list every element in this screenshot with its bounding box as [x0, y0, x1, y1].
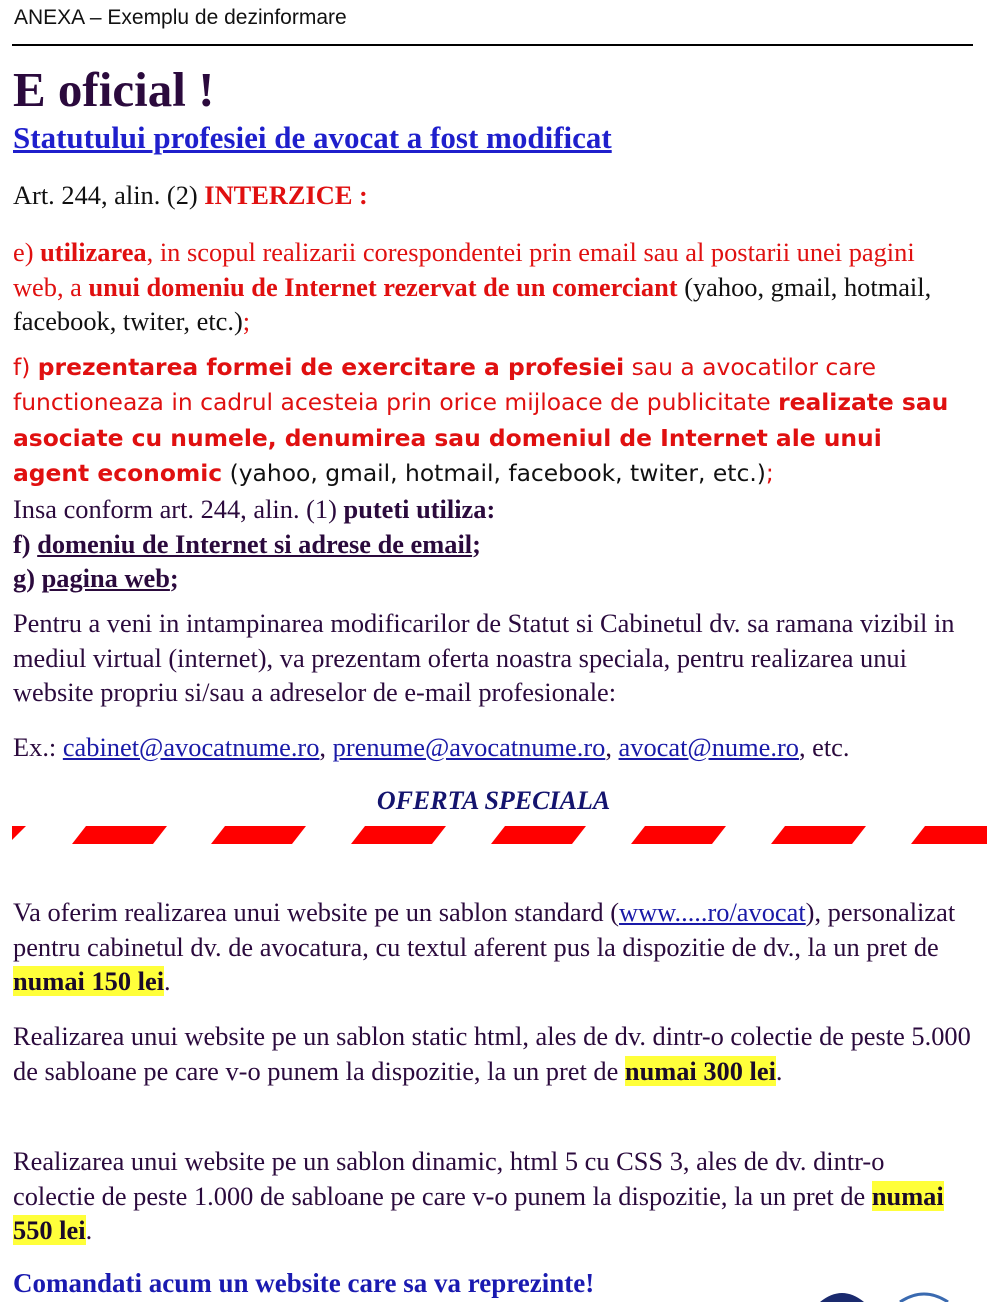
allowed-item-f: f) domeniu de Internet si adrese de email;	[13, 529, 481, 559]
article-prefix: Art. 244, alin. (2)	[13, 180, 205, 210]
tape-stripe	[211, 826, 306, 844]
item-e: e) utilizarea, in scopul realizarii corespondentei prin email sau al postarii unei pagini web, a unui domeniu de Internet rezervat de un comerciant (yahoo, gmail, hotmail, facebook, twiter, etc.);	[13, 237, 932, 337]
email-link-prenume[interactable]: prenume@avocatnume.ro	[332, 732, 606, 762]
article-line	[13, 178, 973, 213]
template-link[interactable]: www.....ro/avocat	[619, 897, 806, 927]
allowed-intro: Insa conform art. 244, alin. (1) puteti utiliza:	[13, 494, 496, 524]
tape-stripe	[12, 826, 26, 840]
logo-arc-light	[900, 1294, 948, 1302]
intro-paragraph: Pentru a veni in intampinarea modificarilor de Statut si Cabinetul dv. sa ramana vizibil in mediul virtual (internet), va prezentam oferta noastra speciala, pentru realizarea unui website propriu si/sau a adreselor de e-mail profesionale:	[13, 608, 955, 708]
item-f-bold-2: realizate sau asociate cu numele, denumirea sau domeniul de Internet ale unui agent economic	[13, 388, 949, 488]
item-e-bold-2: unui domeniu de Internet rezervat de un comerciant	[88, 271, 678, 302]
tape-stripe	[631, 826, 726, 844]
allowed-item-g: g) pagina web;	[13, 563, 179, 593]
page-title: E oficial !	[13, 62, 215, 117]
offer-3: Realizarea unui website pe un sablon dinamic, html 5 cu CSS 3, ales de dv. dintr-o colectie de peste 1.000 de sabloane pe care v-o punem la dispozitie, la un pret de numai 550 lei.	[13, 1146, 944, 1246]
tape-stripe	[351, 826, 446, 844]
examples-line: Ex.: cabinet@avocatnume.ro, prenume@avocatnume.ro, avocat@nume.ro, etc.	[13, 732, 850, 762]
item-e-bold-1: utilizarea	[40, 237, 147, 267]
tape-stripe	[771, 826, 866, 844]
offer-1: Va oferim realizarea unui website pe un sablon standard (www.....ro/avocat), personalizat pentru cabinetul dv. de avocatura, cu textul aferent pus la dispozitie de dv., la un pret de numai 150 lei.	[13, 897, 956, 997]
call-to-action: Comandati acum un website care sa va reprezinte!	[13, 1268, 595, 1298]
warning-tape	[0, 826, 987, 848]
subtitle-link[interactable]: Statutului profesiei de avocat a fost modificat	[13, 120, 612, 155]
email-link-cabinet[interactable]: cabinet@avocatnume.ro	[62, 732, 320, 762]
partner-logos	[820, 1290, 960, 1302]
offer-2: Realizarea unui website pe un sablon static html, ales de dv. dintr-o colectie de peste 5.000 de sabloane pe care v-o punem la dispozitie, la un pret de numai 300 lei.	[13, 1021, 971, 1086]
logo-arc-dark	[820, 1293, 864, 1302]
price-300: numai 300 lei	[624, 1055, 776, 1086]
email-link-avocat[interactable]: avocat@nume.ro	[618, 732, 799, 762]
tape-stripe	[911, 826, 987, 844]
header-divider	[12, 44, 973, 46]
interzice-label: INTERZICE :	[204, 180, 368, 210]
item-f: f) prezentarea formei de exercitare a profesiei sau a avocatilor care functioneaza in cadrul acesteia prin orice mijloace de publicitate realizate sau asociate cu numele, denumirea sau domeniul de Internet ale unui agent economic (yahoo, gmail, hotmail, facebook, twiter, etc.);	[13, 353, 949, 488]
price-150: numai 150 lei	[13, 966, 165, 997]
tape-stripe	[72, 826, 167, 844]
price-550: numai 550 lei	[13, 1180, 944, 1246]
tape-stripe	[491, 826, 586, 844]
item-f-bold-1: prezentarea formei de exercitare a profesiei	[37, 353, 625, 381]
page-header: ANEXA – Exemplu de dezinformare	[14, 6, 347, 29]
offer-heading: OFERTA SPECIALA	[376, 786, 611, 815]
